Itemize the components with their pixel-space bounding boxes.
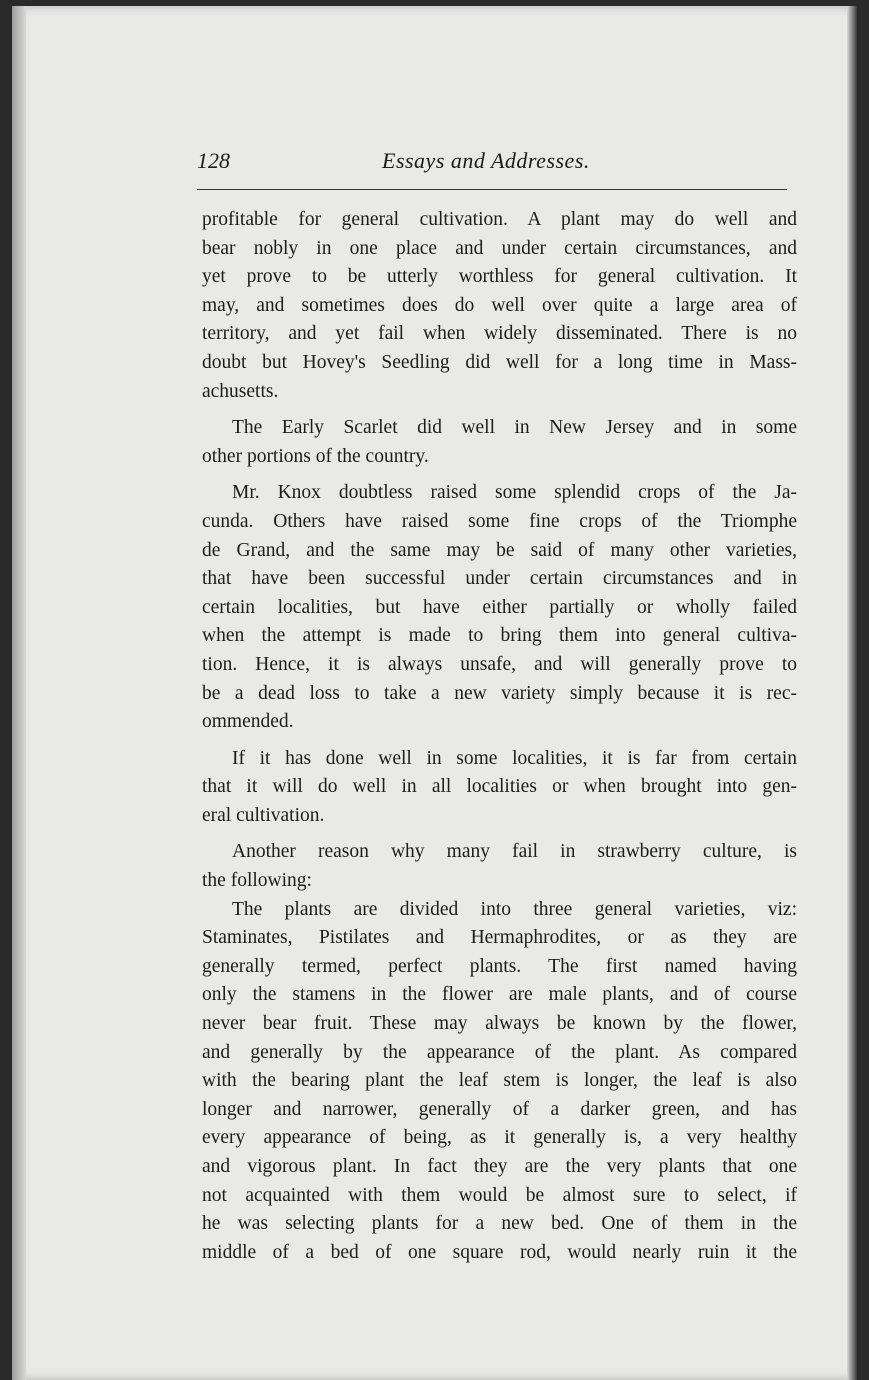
text-line: ommended. [202,711,294,733]
text-line: de Grand, and the same may be said of many other varieties, [202,539,797,561]
text-line: cunda. Others have raised some fine crops of the Triomphe [202,510,797,532]
text-line: yet prove to be utterly worthless for general cultivation. It [202,266,797,288]
text-line: eral cultivation. [202,804,325,826]
text-line: bear nobly in one place and under certain circumstances, and [202,237,797,259]
text-line: profitable for general cultivation. A plant may do well and [202,209,797,230]
text-line: Another reason why many fail in strawberry culture, is [232,841,797,863]
text-line: generally termed, perfect plants. The first named having [202,955,797,977]
text-line: the following: [202,870,312,892]
text-line: Staminates, Pistilates and Hermaphrodites, or as they are [202,927,797,949]
text-line: every appearance of being, as it generally is, a very healthy [202,1127,797,1149]
book-page [12,6,857,1380]
paragraph [202,896,797,1268]
text-line: territory, and yet fail when widely disseminated. There is no [202,323,797,345]
page-gutter-shadow [12,6,26,1380]
text-line: when the attempt is made to bring them into general cultiva- [202,625,797,647]
running-head [197,148,787,182]
header-rule [197,189,787,190]
paragraph [202,745,797,831]
text-line: other portions of the country. [202,445,429,467]
paragraph [202,206,797,406]
paragraph [202,838,797,895]
text-line: never bear fruit. These may always be known by the flower, [202,1013,797,1035]
text-line: doubt but Hovey's Seedling did well for a long time in Mass- [202,351,797,373]
text-line: be a dead loss to take a new variety simply because it is rec- [202,682,797,704]
body-text [202,206,797,1267]
text-line: If it has done well in some localities, it is far from certain [232,747,797,769]
paragraph [202,414,797,471]
text-line: The Early Scarlet did well in New Jersey and in some [232,417,797,439]
paragraph [202,479,797,736]
text-line: tion. Hence, it is always unsafe, and will generally prove to [202,653,797,675]
text-line: that it will do well in all localities or when brought into gen- [202,776,797,798]
text-line: middle of a bed of one square rod, would nearly ruin it the [202,1241,797,1263]
text-line: not acquainted with them would be almost sure to select, if [202,1184,797,1206]
text-line: and vigorous plant. In fact they are the very plants that one [202,1156,797,1177]
text-line: The plants are divided into three general varieties, viz: [232,898,797,920]
text-line: longer and narrower, generally of a darker green, and has [202,1098,797,1120]
page-edge-shadow [847,6,857,1380]
text-line: with the bearing plant the leaf stem is longer, the leaf is also [202,1070,797,1092]
text-line: that have been successful under certain circumstances and in [202,568,797,590]
text-line: achusetts. [202,380,279,402]
text-line: he was selecting plants for a new bed. One of them in the [202,1213,797,1235]
running-title: Essays and Addresses. [382,148,590,173]
text-line: Mr. Knox doubtless raised some splendid crops of the Ja- [232,482,797,504]
text-line: only the stamens in the flower are male plants, and of course [202,984,797,1006]
page-number: 128 [197,148,230,173]
text-line: certain localities, but have either partially or wholly failed [202,596,797,618]
text-line: and generally by the appearance of the plant. As compared [202,1041,797,1063]
text-line: may, and sometimes does do well over quite a large area of [202,294,797,316]
